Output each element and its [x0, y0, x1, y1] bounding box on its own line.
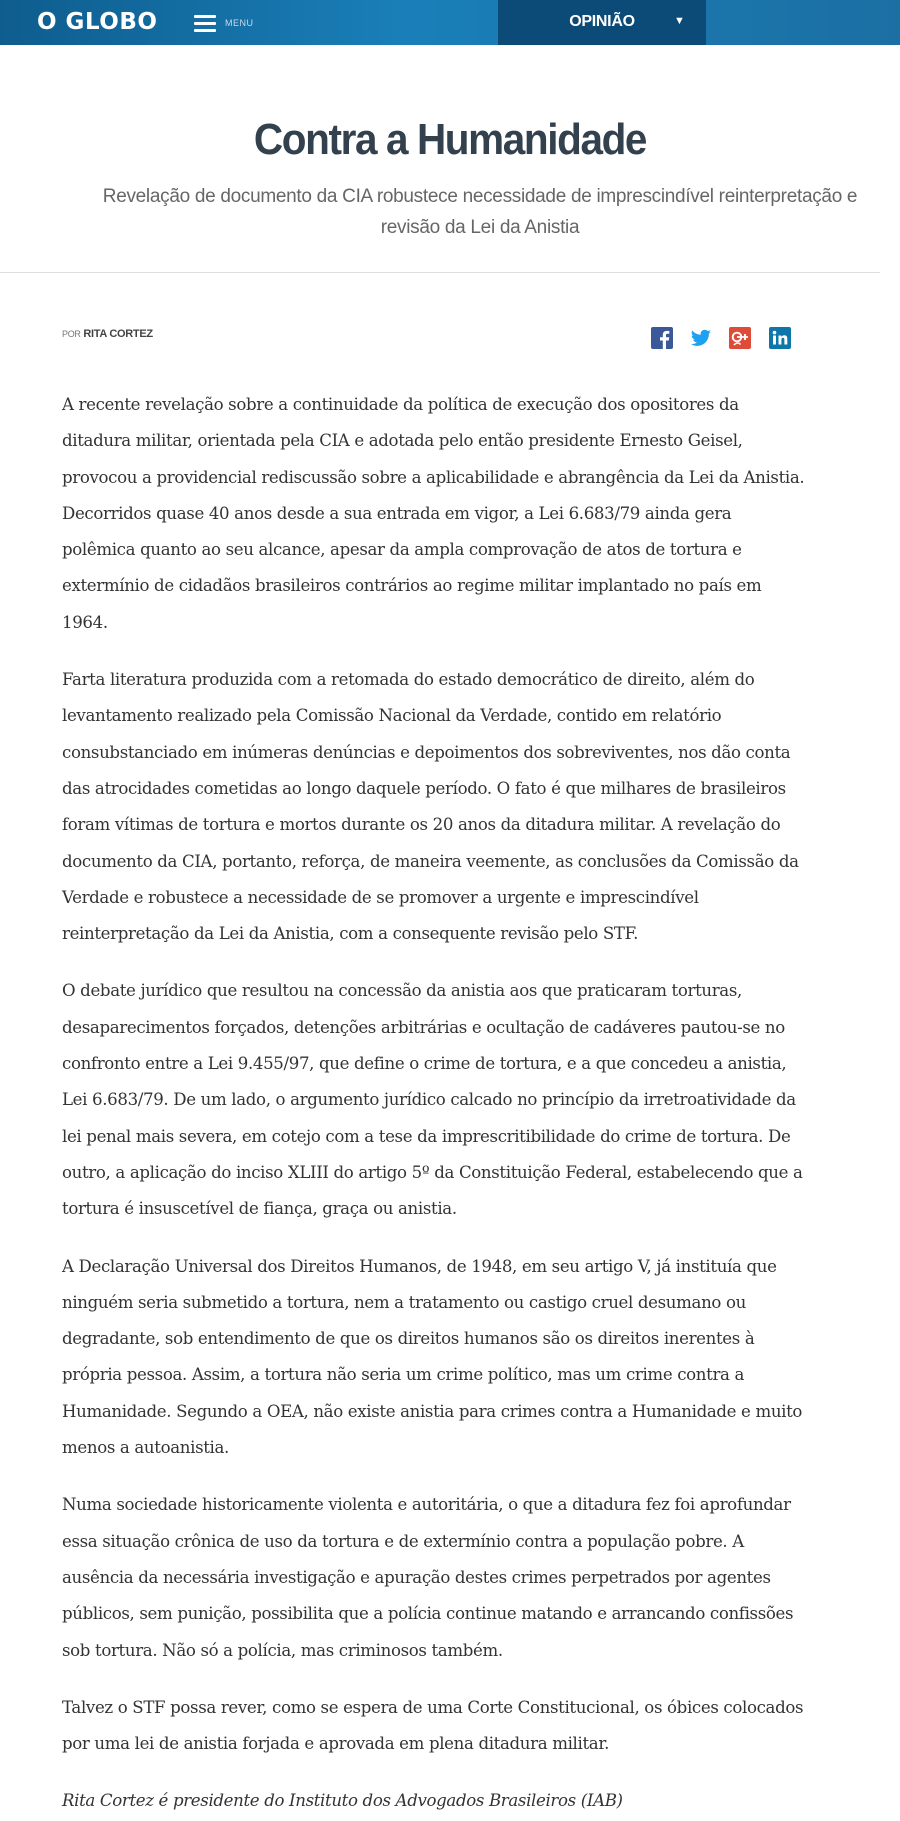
article-paragraph: A recente revelação sobre a continuidade da política de execução dos opositores da ditadura militar, orientada pela CIA e adotada pelo então presidente Ernesto Geisel, provocou a providencial rediscussão sobre a aplicabilidade e abrangência da Lei da Anistia. Decorridos quase 40 anos desde a sua entrada em vigor, a Lei 6.683/79 ainda gera polêmica quanto ao seu alcance, apesar da ampla comprovação de atos de tortura e extermínio de cidadãos brasileiros contrários ao regime militar implantado no país em 1964. [62, 395, 805, 632]
menu-button[interactable] [194, 11, 254, 35]
author-signature: Rita Cortez é presidente do Instituto dos Advogados Brasileiros (IAB) [62, 1791, 623, 1811]
linkedin-icon[interactable] [769, 327, 791, 349]
facebook-icon[interactable] [651, 327, 673, 349]
article-paragraph: Farta literatura produzida com a retomada do estado democrático de direito, além do levantamento realizado pela Comissão Nacional da Verdade, contido em relatório consubstanciado em inúmeras denúncias e depoimentos dos sobreviventes, nos dão conta das atrocidades cometidas ao longo daquele período. O fato é que milhares de brasileiros foram vítimas de tortura e mortos durante os 20 anos da ditadura militar. A revelação do documento da CIA, portanto, reforça, de maneira veemente, as conclusões da Comissão da Verdade e robustece a necessidade de se promover a urgente e imprescindível reinterpretação da Lei da Anistia, com a consequente revisão pelo STF. [62, 670, 799, 944]
hamburger-icon[interactable] [194, 14, 216, 32]
header-divider [0, 272, 880, 273]
share-google-plus-button[interactable] [729, 327, 751, 349]
section-label[interactable]: OPINIÃO [569, 13, 635, 30]
share-facebook-button[interactable] [651, 327, 673, 349]
article-body [62, 387, 808, 1821]
chevron-down-icon[interactable]: ▼ [674, 15, 685, 27]
google-plus-icon[interactable] [729, 327, 751, 349]
article-paragraph: A Declaração Universal dos Direitos Humanos, de 1948, em seu artigo V, já instituía que ninguém seria submetido a tortura, nem a tratamento ou castigo cruel desumano ou degradante, sob entendimento de que os direitos humanos são os direitos inerentes à própria pessoa. Assim, a tortura não seria um crime político, mas um crime contra a Humanidade. Segundo a OEA, não existe anistia para crimes contra a Humanidade e muito menos a autoanistia. [62, 1256, 803, 1458]
article-paragraph: Numa sociedade historicamente violenta e autoritária, o que a ditadura fez foi aprofundar essa situação crônica de uso da tortura e de extermínio contra a população pobre. A ausência da necessária investigação e apuração destes crimes perpetrados por agentes públicos, sem punição, possibilita que a polícia continue matando e arrancando confissões sob tortura. Não só a polícia, mas criminosos também. [62, 1495, 794, 1660]
section-dropdown[interactable] [498, 0, 706, 45]
globo-logo[interactable]: O GLOBO [37, 9, 158, 35]
share-twitter-button[interactable] [690, 327, 712, 349]
article-paragraph: Talvez o STF possa rever, como se espera de uma Corte Constitucional, os óbices colocados por uma lei de anistia forjada e aprovada em plena ditadura militar. [62, 1697, 804, 1754]
top-navigation-bar [0, 0, 900, 45]
share-linkedin-button[interactable] [769, 327, 791, 349]
article-paragraph: O debate jurídico que resultou na concessão da anistia aos que praticaram torturas, desaparecimentos forçados, detenções arbitrárias e ocultação de cadáveres pautou-se no confronto entre a Lei 9.455/97, que define o crime de tortura, e a que concedeu a anistia, Lei 6.683/79. De um lado, o argumento jurídico calcado no princípio da irretroatividade da lei penal mais severa, em cotejo com a tese da imprescritibilidade do crime de tortura. De outro, a aplicação do inciso XLIII do artigo 5º da Constituição Federal, estabelecendo que a tortura é insuscetível de fiança, graça ou anistia. [62, 981, 803, 1219]
menu-label[interactable]: MENU [225, 18, 254, 28]
article-subtitle: Revelação de documento da CIA robustece necessidade de imprescindível reinterpretação e revisão da Lei da Anistia [102, 186, 858, 238]
twitter-icon[interactable] [690, 327, 712, 349]
article-title: Contra a Humanidade [253, 115, 647, 164]
byline-author[interactable]: RITA CORTEZ [83, 328, 153, 340]
byline-prefix: POR [62, 329, 81, 339]
byline [62, 328, 153, 340]
